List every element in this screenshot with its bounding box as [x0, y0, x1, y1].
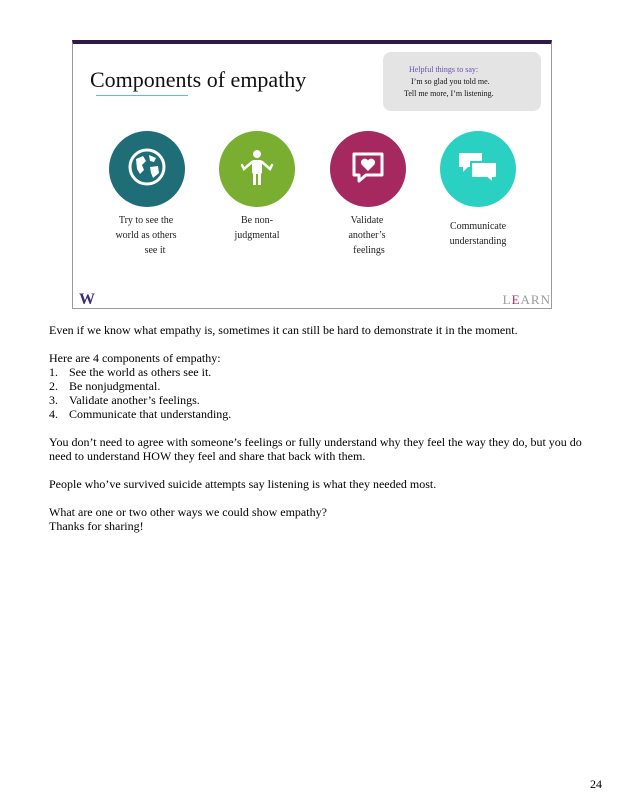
list-item: 4. Communicate that understanding.: [49, 407, 232, 421]
slide-image: [72, 40, 552, 309]
list-intro: Here are 4 components of empathy:: [49, 351, 221, 365]
component-validate: [330, 131, 406, 207]
survivors-paragraph: People who’ve survived suicide attempts say listening is what they needed most.: [49, 477, 437, 491]
helpful-things-callout: [383, 52, 541, 111]
page-number: 24: [590, 777, 602, 791]
component-nonjudgmental: [219, 131, 295, 207]
slide-title: Components of empathy: [90, 67, 307, 92]
list-item: 2. Be nonjudgmental.: [49, 379, 161, 393]
intro-paragraph: Even if we know what empathy is, sometimes it can still be hard to demonstrate it in the moment.: [49, 323, 518, 337]
component-label: Be non- judgmental: [234, 215, 280, 241]
globe-icon: [127, 147, 167, 192]
component-see-world: [109, 131, 185, 207]
component-label: Validate another’s feelings: [348, 215, 386, 256]
question-paragraph: What are one or two other ways we could show empathy?: [49, 505, 327, 519]
learn-logo: LEARN: [502, 292, 551, 307]
list-item: 1. See the world as others see it.: [49, 365, 212, 379]
agree-paragraph: You don’t need to agree with someone’s feelings or fully understand why they feel the way they do, but you do need to understand HOW they feel and share that back with them.: [49, 435, 582, 463]
list-item: 3. Validate another’s feelings.: [49, 393, 200, 407]
chat-bubbles-icon: [456, 147, 500, 192]
component-label: Try to see the world as others see it: [115, 215, 177, 256]
title-underline: [96, 95, 188, 96]
uw-logo: W: [79, 291, 95, 308]
component-label: Communicate understanding: [449, 221, 507, 247]
callout-line: Tell me more, I’m listening.: [404, 89, 494, 98]
heart-speech-icon: [348, 147, 388, 192]
callout-heading: Helpful things to say:: [409, 65, 479, 74]
notes-text: [49, 323, 589, 533]
person-shrug-icon: [237, 147, 277, 192]
component-communicate: [440, 131, 516, 207]
thanks-paragraph: Thanks for sharing!: [49, 519, 144, 533]
callout-line: I’m so glad you told me.: [411, 77, 490, 86]
